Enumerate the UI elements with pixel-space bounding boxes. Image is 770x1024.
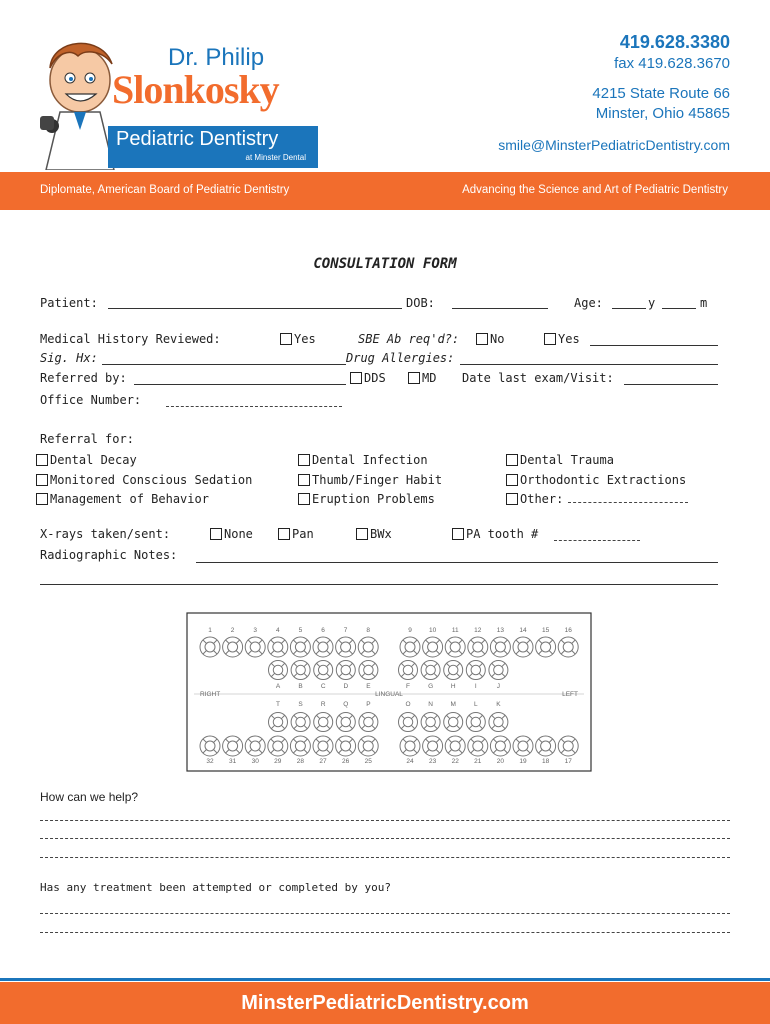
- referral-item: Dental Decay: [36, 451, 252, 471]
- tooth-number: 25: [364, 758, 372, 765]
- form-title: CONSULTATION FORM: [313, 256, 457, 272]
- xray-bwx-checkbox[interactable]: [356, 528, 368, 540]
- footer-website-link[interactable]: MinsterPediatricDentistry.com: [241, 992, 529, 1014]
- footer-accent-line: [0, 978, 770, 981]
- primary-tooth-letter: G: [428, 683, 434, 690]
- referral-column-2: [298, 451, 442, 510]
- tooth-number: 13: [496, 627, 505, 634]
- primary-tooth-letter: D: [343, 683, 349, 690]
- tooth-number: 6: [321, 627, 325, 634]
- xray-bwx: BWx: [356, 527, 392, 541]
- sbe-no-checkbox[interactable]: [476, 333, 488, 345]
- primary-tooth-letter: I: [474, 683, 477, 690]
- left-label: LEFT: [562, 691, 578, 698]
- primary-tooth-letter: K: [496, 701, 501, 708]
- referral-checkbox[interactable]: [298, 493, 310, 505]
- xrays-label: X-rays taken/sent:: [40, 527, 171, 541]
- tooth-number: 10: [428, 627, 437, 634]
- sbe-no: No: [476, 332, 504, 346]
- sbe-yes: Yes: [544, 332, 580, 346]
- radiographic-notes-field[interactable]: [196, 562, 718, 563]
- referral-item: Monitored Conscious Sedation: [36, 471, 252, 491]
- tooth-number: 1: [208, 627, 212, 634]
- primary-tooth-letter: Q: [343, 701, 349, 708]
- age-label: Age:: [574, 296, 603, 310]
- dob-label: DOB:: [406, 296, 435, 310]
- dds-checkbox[interactable]: [350, 372, 362, 384]
- md-checkbox[interactable]: [408, 372, 420, 384]
- primary-tooth-letter: C: [320, 683, 326, 690]
- tooth-number: 21: [474, 758, 482, 765]
- date-last-exam-field[interactable]: [624, 384, 718, 385]
- address-line-1: 4215 State Route 66: [592, 85, 730, 102]
- drug-allergies-label: Drug Allergies:: [346, 351, 455, 365]
- tooth-number: 5: [298, 627, 303, 634]
- primary-tooth-letter: L: [473, 701, 478, 708]
- xray-pa-checkbox[interactable]: [452, 528, 464, 540]
- xray-pan: Pan: [278, 527, 314, 541]
- tooth-number: 24: [406, 758, 414, 765]
- sbe-yes-checkbox[interactable]: [544, 333, 556, 345]
- med-history-yes: Yes: [280, 332, 316, 346]
- lingual-label: LINGUAL: [375, 691, 403, 698]
- tooth-number: 16: [564, 627, 572, 634]
- doctor-first-name: Dr. Philip: [168, 44, 265, 71]
- tooth-number: 7: [343, 627, 348, 634]
- treatment-question: Has any treatment been attempted or completed by you?: [40, 881, 391, 894]
- date-last-exam-label: Date last exam/Visit:: [462, 371, 614, 385]
- referral-for-label: Referral for:: [40, 432, 134, 446]
- referred-by-field[interactable]: [134, 384, 346, 385]
- referral-item: Management of Behavior: [36, 490, 252, 510]
- referral-item: Other:: [506, 490, 686, 510]
- office-number-field[interactable]: [166, 406, 342, 407]
- tooth-number: 23: [428, 758, 437, 765]
- radiographic-notes-field-2[interactable]: [40, 584, 718, 585]
- xray-pa: PA tooth #: [452, 527, 538, 541]
- tooth-number: 30: [251, 758, 259, 765]
- referral-item: Orthodontic Extractions: [506, 471, 686, 491]
- primary-tooth-letter: P: [366, 701, 371, 708]
- referral-item: Dental Infection: [298, 451, 442, 471]
- referral-checkbox[interactable]: [506, 454, 518, 466]
- referral-other-field[interactable]: [568, 502, 688, 503]
- tooth-number: 31: [228, 758, 237, 765]
- drug-allergies-field[interactable]: [460, 364, 718, 365]
- patient-field[interactable]: [108, 308, 402, 309]
- practice-subtitle: at Minster Dental: [245, 153, 306, 162]
- referral-item: Thumb/Finger Habit: [298, 471, 442, 491]
- tagline-left: Diplomate, American Board of Pediatric Dentistry: [40, 184, 290, 196]
- primary-tooth-letter: R: [320, 701, 326, 708]
- sbe-yes-field[interactable]: [590, 345, 718, 346]
- age-y-label: y: [648, 296, 656, 310]
- tooth-number: 27: [319, 758, 327, 765]
- tooth-number: 9: [408, 627, 412, 634]
- referral-item: Dental Trauma: [506, 451, 686, 471]
- tagline-right: Advancing the Science and Art of Pediatric Dentistry: [462, 184, 728, 196]
- help-answer-line[interactable]: [40, 838, 730, 839]
- md-option: MD: [408, 371, 436, 385]
- primary-tooth-letter: F: [406, 683, 410, 690]
- sbe-label: SBE Ab req'd?:: [358, 332, 460, 346]
- med-history-label: Medical History Reviewed:: [40, 332, 221, 346]
- fax-number: fax 419.628.3670: [614, 55, 730, 72]
- xray-none-checkbox[interactable]: [210, 528, 222, 540]
- primary-tooth-letter: B: [298, 683, 303, 690]
- primary-tooth-letter: E: [366, 683, 371, 690]
- referral-item: Eruption Problems: [298, 490, 442, 510]
- sig-hx-label: Sig. Hx:: [40, 351, 98, 365]
- tooth-number: 28: [296, 758, 305, 765]
- referral-checkbox[interactable]: [36, 454, 48, 466]
- referral-checkbox[interactable]: [36, 493, 48, 505]
- referral-checkbox[interactable]: [298, 454, 310, 466]
- tooth-number: 29: [274, 758, 282, 765]
- age-years-field[interactable]: [612, 308, 646, 309]
- practice-badge: [108, 126, 318, 168]
- tooth-number: 19: [519, 758, 527, 765]
- radiographic-notes-label: Radiographic Notes:: [40, 548, 178, 562]
- tooth-number: 15: [541, 627, 550, 634]
- referral-column-1: [36, 451, 252, 510]
- primary-tooth-letter: O: [405, 701, 411, 708]
- tooth-number: 32: [206, 758, 214, 765]
- tooth-number: 12: [474, 627, 482, 634]
- help-answer-line[interactable]: [40, 857, 730, 858]
- email-address: smile@MinsterPediatricDentistry.com: [498, 137, 730, 153]
- help-question: How can we help?: [40, 790, 139, 804]
- dds-option: DDS: [350, 371, 386, 385]
- tooth-number: 18: [541, 758, 550, 765]
- sig-hx-field[interactable]: [102, 364, 346, 365]
- tooth-number: 26: [341, 758, 350, 765]
- tooth-number: 3: [253, 627, 258, 634]
- tooth-number: 22: [451, 758, 459, 765]
- office-number-label: Office Number:: [40, 393, 142, 407]
- referral-column-3: [506, 451, 686, 510]
- referral-checkbox[interactable]: [506, 493, 518, 505]
- tooth-chart: [186, 612, 592, 772]
- primary-tooth-letter: J: [496, 683, 501, 690]
- primary-tooth-letter: S: [298, 701, 303, 708]
- referral-checkbox[interactable]: [298, 474, 310, 486]
- primary-tooth-letter: M: [450, 701, 456, 708]
- med-history-yes-checkbox[interactable]: [280, 333, 292, 345]
- primary-tooth-letter: H: [450, 683, 456, 690]
- tooth-number: 14: [519, 627, 527, 634]
- primary-tooth-letter: A: [275, 683, 281, 690]
- age-months-field[interactable]: [662, 308, 696, 309]
- referral-checkbox[interactable]: [506, 474, 518, 486]
- doctor-last-name: Slonkosky: [112, 67, 279, 112]
- xray-pa-field[interactable]: [554, 540, 640, 541]
- tooth-number: 11: [451, 627, 459, 634]
- tooth-number: 20: [496, 758, 505, 765]
- treatment-answer-line[interactable]: [40, 913, 730, 914]
- xray-none: None: [210, 527, 253, 541]
- tooth-number: 8: [366, 627, 371, 634]
- phone-number: 419.628.3380: [619, 32, 730, 52]
- primary-tooth-letter: T: [276, 701, 280, 708]
- primary-tooth-letter: N: [428, 701, 433, 708]
- address-line-2: Minster, Ohio 45865: [595, 105, 730, 122]
- xray-pan-checkbox[interactable]: [278, 528, 290, 540]
- patient-label: Patient:: [40, 296, 98, 310]
- header-tagline-bar: [0, 172, 770, 210]
- age-m-label: m: [700, 296, 708, 310]
- tooth-number: 4: [275, 627, 280, 634]
- referred-by-label: Referred by:: [40, 371, 127, 385]
- help-answer-line[interactable]: [40, 820, 730, 821]
- tooth-number: 2: [230, 627, 235, 634]
- treatment-answer-line[interactable]: [40, 932, 730, 933]
- footer-bar: [0, 982, 770, 1024]
- referral-checkbox[interactable]: [36, 474, 48, 486]
- right-label: RIGHT: [200, 691, 221, 698]
- practice-name: Pediatric Dentistry: [116, 128, 279, 150]
- tooth-number: 17: [564, 758, 572, 765]
- dob-field[interactable]: [452, 308, 548, 309]
